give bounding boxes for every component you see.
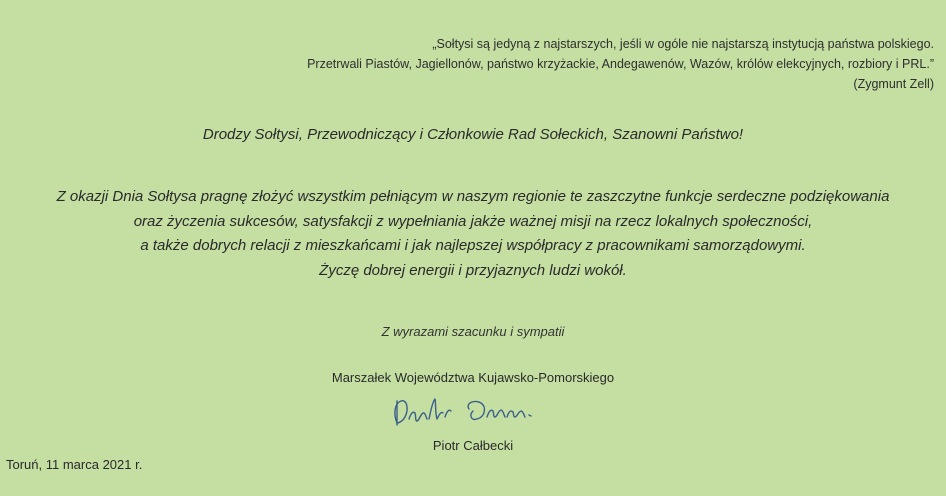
date-place: Toruń, 11 marca 2021 r. — [6, 457, 143, 472]
body-line-1: Z okazji Dnia Sołtysa pragnę złożyć wszystkim pełniącym w naszym regionie te zaszczytne funkcje serdeczne podziękowania — [56, 188, 890, 205]
letter-body — [0, 185, 946, 283]
body-line-4: Życzę dobrej energii i przyjaznych ludzi wokół. — [319, 261, 627, 279]
signer-title: Marszałek Województwa Kujawsko-Pomorskiego — [331, 370, 615, 385]
epigraph-quote — [214, 34, 934, 94]
signer-name — [0, 438, 946, 453]
body-line-2: oraz życzenia sukcesów, satysfakcji z wypełniania jakże ważnej misji na rzecz lokalnych społeczności, — [133, 212, 813, 230]
quote-author: (Zygmunt Zell) — [853, 77, 934, 91]
quote-line-1: „Sołtysi są jedyną z najstarszych, jeśli w ogóle nie najstarszą instytucją państwa polskiego. — [432, 37, 934, 51]
signer-name-text: Piotr Całbecki — [432, 438, 514, 453]
salutation: Drodzy Sołtysi, Przewodniczący i Członkowie Rad Sołeckich, Szanowni Państwo! — [202, 126, 744, 143]
quote-line-2: Przetrwali Piastów, Jagiellonów, państwo krzyżackie, Andegawenów, Wazów, królów elekcyjnych, rozbiory i PRL.” — [307, 57, 934, 71]
handwritten-signature — [383, 395, 553, 431]
closing-phrase: Z wyrazami szacunku i sympatii — [381, 324, 565, 339]
body-line-3: a także dobrych relacji z mieszkańcami i jak najlepszej współpracy z pracownikami samorządowymi. — [140, 237, 806, 254]
